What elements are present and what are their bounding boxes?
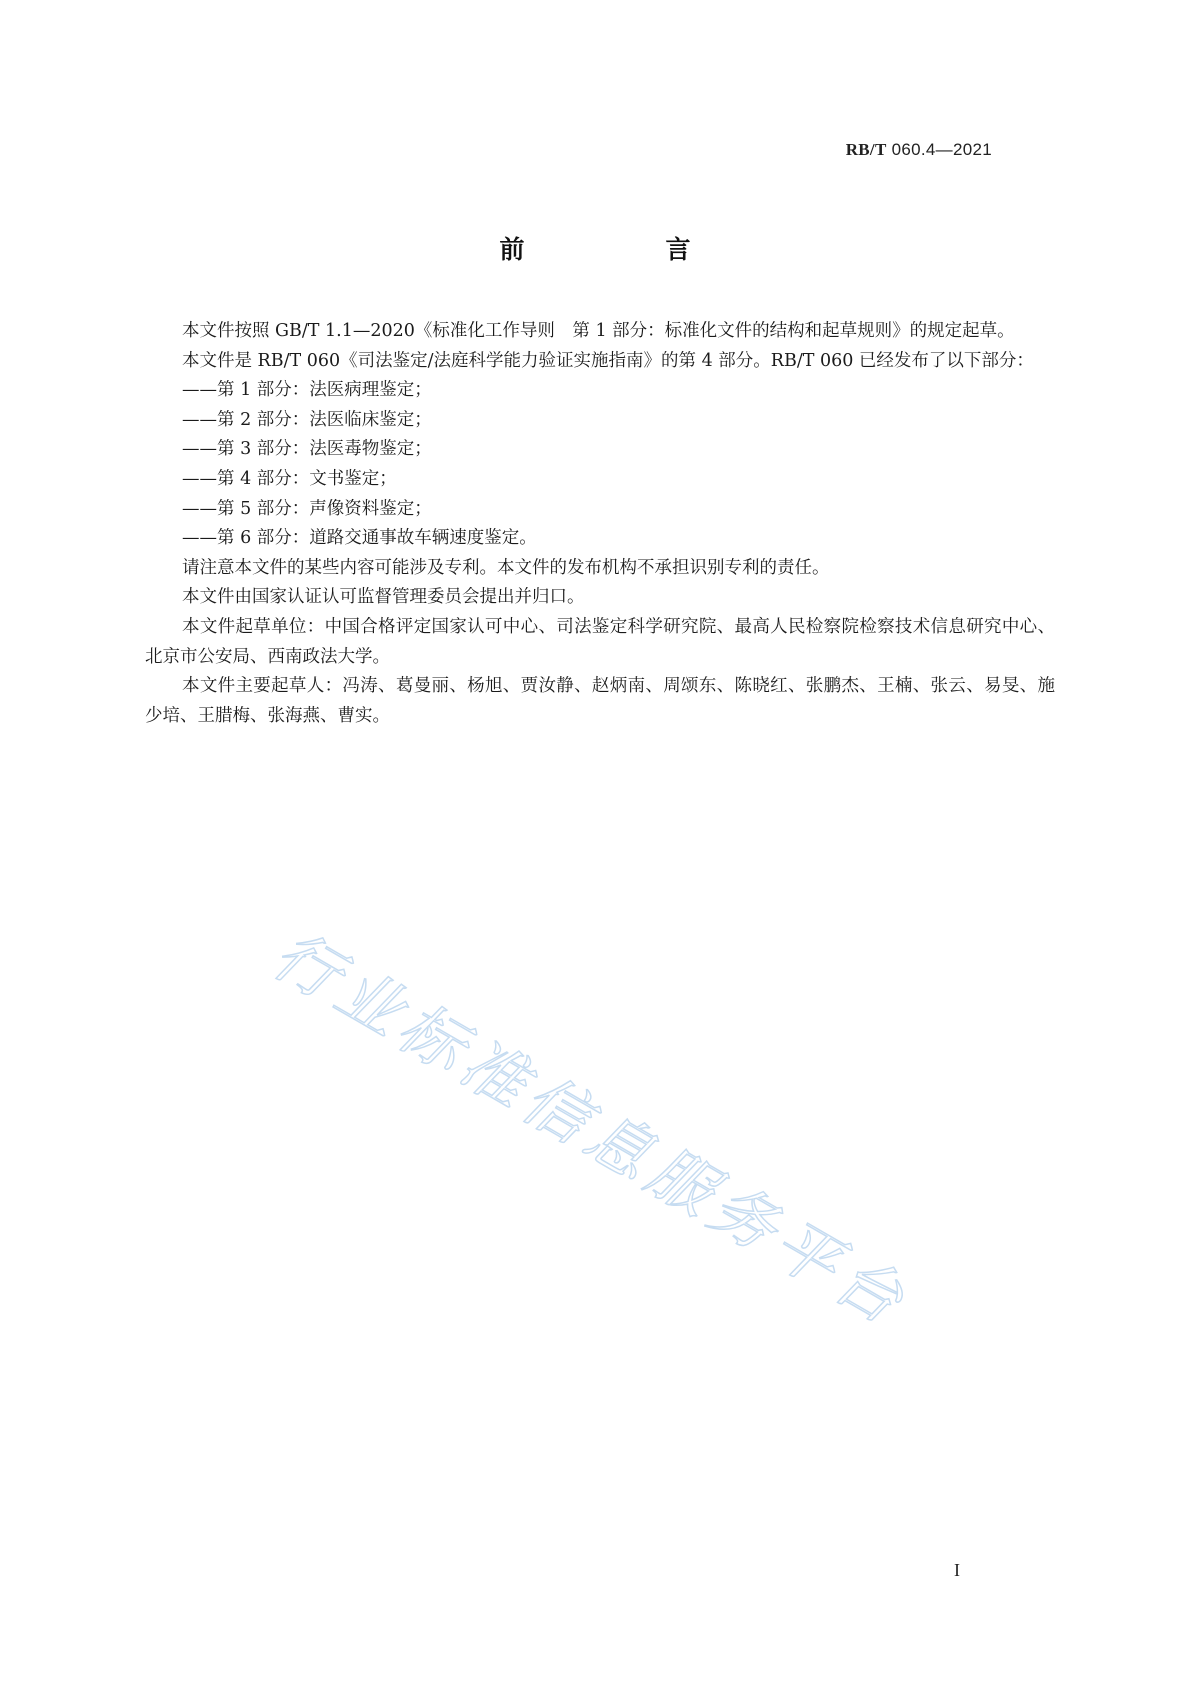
paragraph-drafters: 本文件主要起草人：冯涛、葛曼丽、杨旭、贾汝静、赵炳南、周颂东、陈晓红、张鹏杰、王楠、张云、易旻、施少培、王腊梅、张海燕、曹实。 [145, 676, 1055, 726]
paragraph-series-intro: 本文件是 RB/T 060《司法鉴定/法庭科学能力验证实施指南》的第 4 部分。RB/T 060 已经发布了以下部分： [182, 350, 1034, 371]
watermark: 行业标准信息服务平台 [260, 917, 922, 1343]
list-item-part-4: ——第 4 部分：文书鉴定； [182, 468, 397, 489]
list-item-part-2: ——第 2 部分：法医临床鉴定； [182, 409, 432, 430]
paragraph-patent-notice: 请注意本文件的某些内容可能涉及专利。本文件的发布机构不承担识别专利的责任。 [182, 557, 830, 578]
page-title: 前 言 [499, 235, 749, 264]
list-item-part-1: ——第 1 部分：法医病理鉴定； [182, 380, 432, 401]
page-number: I [954, 1560, 960, 1580]
paragraph-proposer: 本文件由国家认证认可监督管理委员会提出并归口。 [182, 587, 585, 608]
paragraph-drafting-rules: 本文件按照 GB/T 1.1—2020《标准化工作导则 第 1 部分：标准化文件的结构和起草规则》的规定起草。 [182, 321, 1015, 341]
foreword-body [145, 317, 1055, 731]
paragraph-drafting-units: 本文件起草单位：中国合格评定国家认可中心、司法鉴定科学研究院、最高人民检察院检察技术信息研究中心、北京市公安局、西南政法大学。 [145, 616, 1055, 667]
document-code-number: 060.4—2021 [891, 140, 992, 159]
list-item-part-3: ——第 3 部分：法医毒物鉴定； [182, 439, 432, 460]
list-item-part-6: ——第 6 部分：道路交通事故车辆速度鉴定。 [182, 528, 537, 549]
document-code [846, 140, 992, 160]
list-item-part-5: ——第 5 部分：声像资料鉴定； [182, 498, 432, 519]
document-code-prefix: RB/T [845, 140, 887, 159]
